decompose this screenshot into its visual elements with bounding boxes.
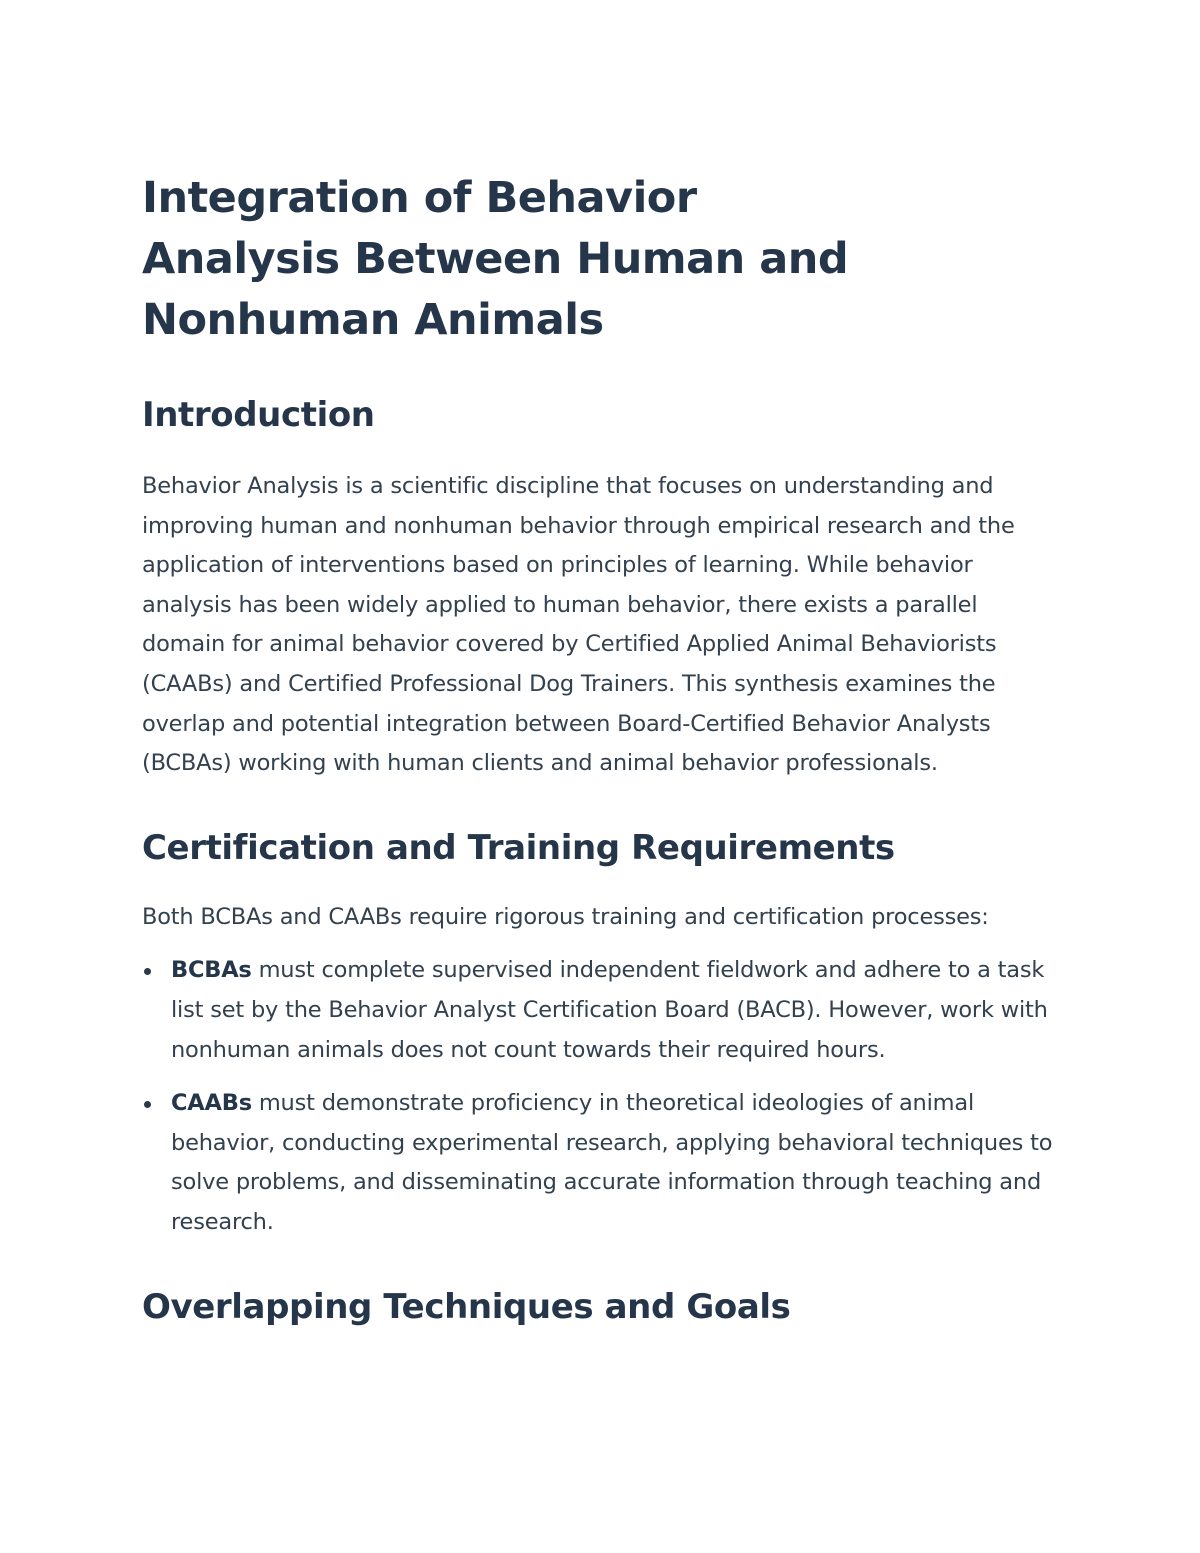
document-page [142, 168, 1062, 1329]
bullet-icon [144, 968, 151, 975]
section-heading-certification: Certification and Training Requirements [142, 827, 895, 868]
section-heading-introduction: Introduction [142, 395, 375, 435]
list-item-text: must demonstrate proficiency in theoretical ideologies of animal behavior, conducting experimental research, applying behavioral techniques to solve problems, and disseminating accurate information through teaching and research. [171, 1090, 1053, 1235]
certification-paragraph: Both BCBAs and CAABs require rigorous training and certification processes: [142, 903, 989, 930]
list-item [142, 951, 1062, 1070]
list-item-text: must complete supervised independent fieldwork and adhere to a task list set by the Behavior Analyst Certification Board (BACB). However, work with nonhuman animals does not count towards their required hours. [171, 957, 1048, 1063]
introduction-paragraph: Behavior Analysis is a scientific discipline that focuses on understanding and improving human and nonhuman behavior through empirical research and the application of interventions based on principles of learning. While behavior analysis has been widely applied to human behavior, there exists a parallel domain for animal behavior covered by Certified Applied Animal Behaviorists (CAABs) and Certified Professional Dog Trainers. This synthesis examines the overlap and potential integration between Board-Certified Behavior Analysts (BCBAs) working with human clients and animal behavior professionals. [142, 473, 1015, 777]
list-item-term: BCBAs [171, 957, 252, 984]
list-item-term: CAABs [171, 1090, 252, 1117]
bullet-icon [144, 1101, 151, 1108]
list-item [142, 1084, 1062, 1242]
section-heading-overlap: Overlapping Techniques and Goals [142, 1286, 791, 1327]
certification-list [142, 951, 1062, 1242]
document-title: Integration of Behavior Analysis Between Human and Nonhuman Animals [142, 173, 849, 345]
